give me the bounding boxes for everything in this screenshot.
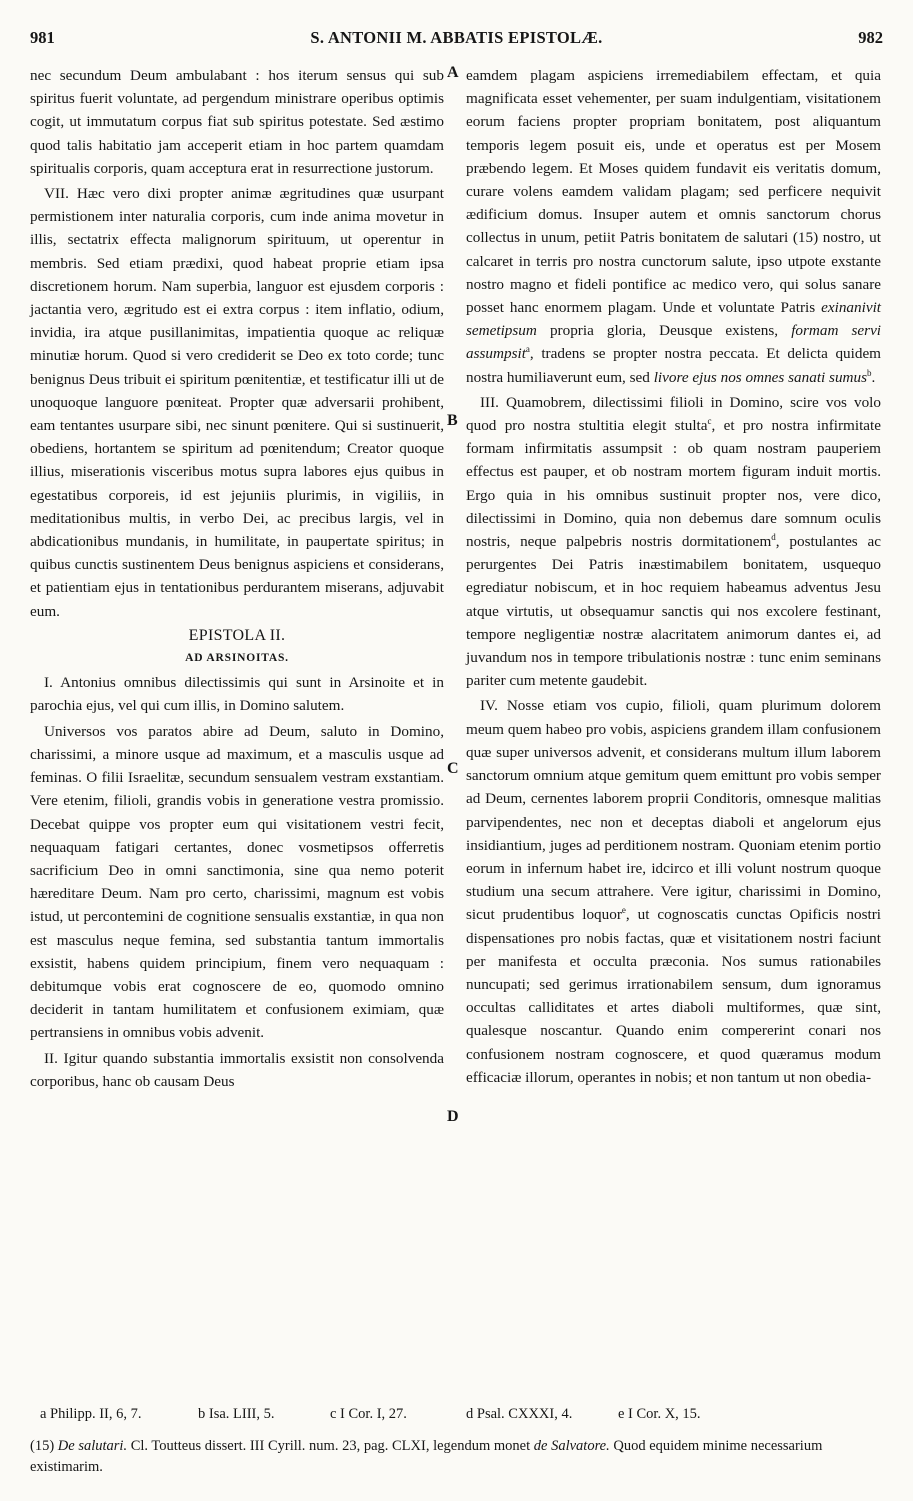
margin-letter-d: D	[447, 1108, 459, 1125]
paragraph-vii: VII. Hæc vero dixi propter animæ ægritudines quæ usurpant permistionem inter naturalia corporis, cum inde anima movetur in illis, sectatrix effecta malignorum spirituum, ut operentur in membris. Sed etiam prædixi, quod habeat proprie etiam ipsa discretionem horum. Nam superbia, languor est ejusdem corporis : jactantia vero, ægritudo est ei extra corpus : item inflatio, odium, invidia, ira atque pusillanimitas, impatientia quoque ac reliquæ minutiæ horum. Quod si vero crediderit se Deo ex toto corde; tunc benignus Deus tribuit ei spiritum pœnitentiæ, et testificatur illi ut de unoquoque languore pœniteat. Propter quæ adversarii prohibent, eam tentantes usurpare sibi, nec sinunt pœnitere. Qui si sustinuerit, obediens, hortantem se spiritum ad pœnitendum; Creator quoque illius, miserationis visceribus motus supra labores ejus quibus in egestatibus corporeis, id est jejuniis plurimis, in vigiliis, in meditationibus multis, in verbo Dei, ac precibus largis, vel in abdicationibus mundanis, in humilitate, in paupertate spiritus; in quibus cunctis sustinentem Deus benignus aspiciens et considerans, et patientiam ejus in tentationibus perdurantem miserans, adjuvabit eum.	[30, 185, 444, 620]
left-column	[30, 64, 444, 1093]
footnote-ref: c	[707, 415, 712, 426]
footnote-ref: a	[525, 344, 530, 355]
margin-letter-b: B	[447, 412, 458, 429]
footnote: a Philipp. II, 6, 7.	[40, 1406, 142, 1422]
page-number-right: 982	[858, 28, 883, 47]
epistle-title: EPISTOLA II.	[188, 626, 286, 644]
footnote: b Isa. LIII, 5.	[198, 1406, 275, 1422]
paragraph-i: I. Antonius omnibus dilectissimis qui sunt in Arsinoite et in parochia ejus, vel qui cum illis, in Domino salutem.	[30, 674, 444, 715]
scripture-quote: livore ejus nos omnes sanati sumus	[653, 368, 868, 386]
epistle-subtitle: AD ARSINOITAS.	[185, 652, 289, 665]
right-column	[466, 64, 881, 1089]
footnote-ref: e	[621, 905, 626, 916]
footnote: e I Cor. X, 15.	[618, 1406, 701, 1422]
paragraph-iv: IV. Nosse etiam vos cupio, filioli, quam plurimum dolorem meum quem habeo pro vobis, aspiciens grandem illam confusionem quæ super universos advenit, et considerans multum illum laborem sanctorum omnium atque gemitum quem emittunt pro vobis semper ad Deum, cernentes laborem proprii Conditoris, omnesque malitias parvipendentes, nec non et deceptas diaboli et angelorum ejus insidiantium, juges ad perditionem nostram. Quoniam etenim portio eorum in infernum habet ire, idcirco et illi volunt nostrum quoque studium una secum attrahere. Vere igitur, charissimi in Domino, sicut prudentibus loquor$^e$, ut cognoscatis cunctas Opificis nostri dispensationes pro nobis factas, quæ et visitationem nostri faciunt per manifesta et occulta præconia. Nos sumus rationabiles nuncupati; sed gerimus irrationabilem sensum, dum ignoramus occultas calliditates et artes diaboli multiformes, quæ sint, qualesque noscantur. Quando enim compererint conari nos confusionem nostram cognoscere, et quod quæramus modum efficaciæ illorum, operantes in nobis; et non tantum ut non obedia-	[466, 697, 881, 1086]
footnote-ref: b	[867, 367, 872, 378]
paragraph-ii: II. Igitur quando substantia immortalis exsistit non consolvenda corporibus, hanc ob causam Deus	[30, 1049, 444, 1090]
scripture-footnotes	[30, 1406, 883, 1426]
page-header	[30, 28, 883, 50]
paragraph-continued: eamdem plagam aspiciens irremediabilem effectam, et quia magnificata esset vehementer, per suam indulgentiam, visitationem eorum faciens propter propriam bonitatem, post aliquantum temporis legem posuit eis, unde et operatus est per Mosem præbendo legem. Et Moses quidem fundavit eis veritatis domum, curare volens eamdem validam plagam; sed perficere nequivit ædificium domus. Insuper autem et omnis sanctorum chorus collectus in unum, petiit Patris bonitatem de salutari (15) nostro, ut calcaret in terris pro nostra cunctorum salute, ipso utpote exstante nostro magno et fideli pontifice ac medico vero, qui solus sanare posset hanc enormem plagam. Unde et voluntate Patris exinanivit semetipsum propria gloria, Deusque existens, formam servi assumpsit$^a$, tradens se propter nostra peccata. Et delicta quidem nostra humiliaverunt eum, sed livore ejus nos omnes sanati sumus$^b$.	[466, 67, 882, 386]
page-number-left: 981	[30, 28, 55, 47]
paragraph: nec secundum Deum ambulabant : hos iterum sensus qui sub spiritus fuerit voluntate, ad pergendum ministrare operibus optimis cogit, ut immutatum corpus fiat sub spiritus potestate. Sed æstimo quod talis habitatio jam acceperit etiam in hoc partem quamdam spiritualis corporis, quam acceptura erat in resurrectione justorum.	[30, 67, 444, 177]
scripture-quote: formam servi assumpsit	[466, 322, 882, 363]
margin-letter-a: A	[447, 64, 459, 81]
footnote: c I Cor. I, 27.	[330, 1406, 407, 1422]
footnote-ref: d	[771, 532, 776, 542]
margin-letter-c: C	[447, 760, 459, 777]
editor-note: (15) De salutari. Cl. Toutteus dissert. III Cyrill. num. 23, pag. CLXI, legendum monet de Salvatore. Quod equidem minime necessarium existimarim.	[30, 1438, 823, 1475]
paragraph: Universos vos paratos abire ad Deum, saluto in Domino, charissimi, a minore usque ad maximum, et a masculis usque ad feminas. O filii Israelitæ, secundum sensualem vestram exstantiam. Vere etenim, filioli, grandis vobis in generatione vestra promissio. Decebat quippe vos propter eum qui visitationem vestri fecit, nequaquam fatigari certantes, donec vosmetipsos offerretis sacrificium Deo in omni sanctimonia, sine qua nemo poterit hæreditare Deum. Nam pro certo, charissimi, magnum est vobis istud, ut percontemini de cognitione sensualis exstantiæ, in qua non est masculus neque femina, sed substantia tantum immortalis exsistit, habens quidem principium, finem vero nequaquam : debitumque vobis erat cognoscere de eo, quomodo omnino deciderit in tantam humilitatem et confusionem eximiam, quæ pertransiens in omnibus vobis advenit.	[30, 722, 444, 1042]
scripture-quote: exinanivit semetipsum	[466, 299, 882, 340]
running-title: S. ANTONII M. ABBATIS EPISTOLÆ.	[310, 28, 603, 47]
footnote: d Psal. CXXXI, 4.	[466, 1406, 573, 1422]
paragraph-iii: III. Quamobrem, dilectissimi filioli in Domino, scire vos volo quod pro nostra stultitia elegit stulta$^c$, et pro nostra infirmitate formam infirmitatis assumpsit : ob quam nostram pauperiem effectus est pauper, et ob nostram mortem figuram induit mortis. Ergo quia in his omnibus sustinuit propter nos, vere dico, dilectissimi in Domino, quia non debemus dare somnum oculis nostris, neque palpebris nostris dormitationem$^d$, postulantes ac perurgentes Dei Patris inæstimabilem bonitatem, usquequo egrediatur nobiscum, et in hoc requiem habeamus adventus Jesu atque virtutis, ut obsequamur sanctis qui nos excolere festinant, tempore negligentiæ nostræ alacritatem animorum dantes ei, ad juvandum nos in tempore tribulationis nostræ : tunc enim seminans pariter cum metente gaudebit.	[466, 393, 881, 690]
